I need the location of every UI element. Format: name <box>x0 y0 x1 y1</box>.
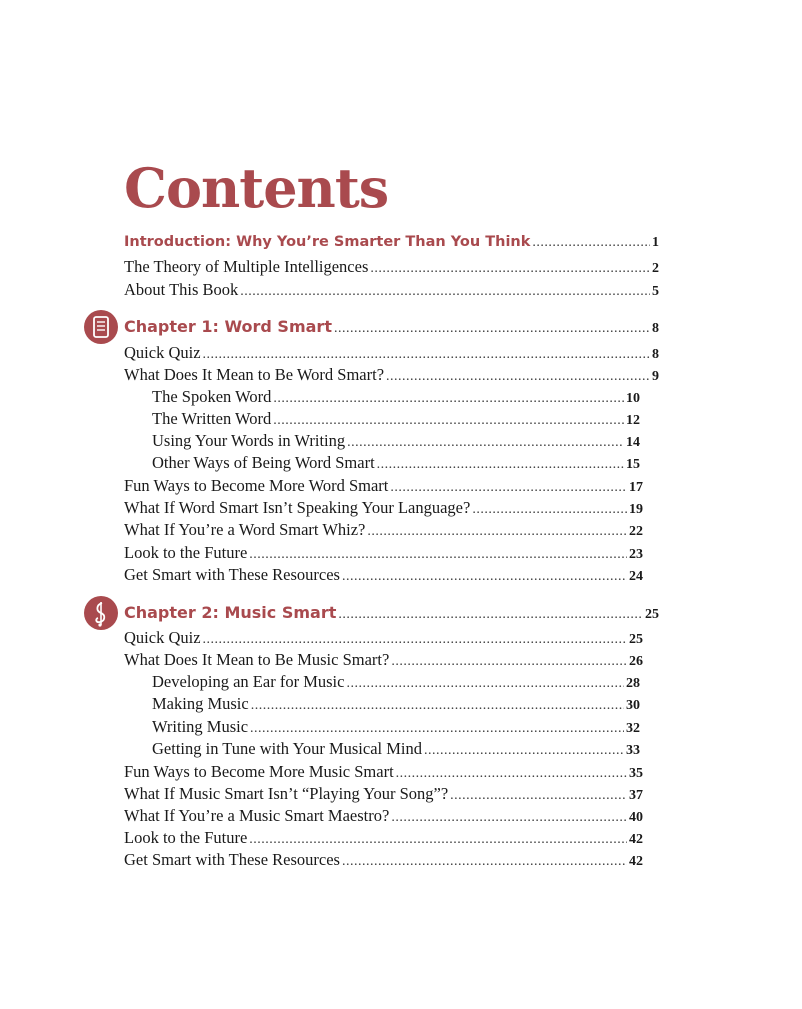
toc-entry[interactable] <box>124 343 659 363</box>
dot-leader <box>390 478 627 498</box>
toc-page-number: 23 <box>629 547 643 562</box>
toc-entry[interactable] <box>124 257 659 277</box>
toc-entry-title: Making Music <box>152 694 249 713</box>
toc-entry[interactable] <box>124 365 659 385</box>
dot-leader <box>386 367 650 387</box>
toc-entry-title: The Spoken Word <box>152 387 272 406</box>
toc-entry-title: About This Book <box>124 280 239 299</box>
toc-entry-title: What Does It Mean to Be Word Smart? <box>124 365 385 384</box>
toc-page-number: 28 <box>626 676 640 691</box>
toc-subentry[interactable] <box>152 453 640 473</box>
dot-leader <box>396 764 627 784</box>
dot-leader <box>342 567 627 587</box>
toc-page-number: 17 <box>629 480 643 495</box>
toc-page-number: 30 <box>626 698 640 713</box>
toc-entry-title: What Does It Mean to Be Music Smart? <box>124 650 390 669</box>
toc-page-number: 40 <box>629 810 643 825</box>
toc-page-number: 15 <box>626 457 640 472</box>
toc-entry-title: Get Smart with These Resources <box>124 565 340 584</box>
toc-entry[interactable] <box>124 806 643 826</box>
toc-page-number: 19 <box>629 502 643 517</box>
dot-leader <box>391 652 627 672</box>
toc-entry-title: What If You’re a Music Smart Maestro? <box>124 806 390 825</box>
toc-entry[interactable] <box>124 498 643 518</box>
toc-page-number: 26 <box>629 654 643 669</box>
toc-heading-chapter-2[interactable] <box>124 603 659 623</box>
toc-heading-title: Introduction: Why You’re Smarter Than You Think <box>124 234 531 250</box>
toc-subentry[interactable] <box>152 717 640 737</box>
toc-heading-title: Chapter 1: Word Smart <box>124 317 332 336</box>
dot-leader <box>377 455 624 475</box>
dot-leader <box>249 830 627 850</box>
toc-heading-title: Chapter 2: Music Smart <box>124 603 337 622</box>
toc-entry[interactable] <box>124 762 643 782</box>
toc-entry[interactable] <box>124 565 643 585</box>
toc-page-number: 42 <box>629 832 643 847</box>
toc-entry[interactable] <box>124 650 643 670</box>
toc-entry[interactable] <box>124 850 643 870</box>
toc-page-number: 35 <box>629 766 643 781</box>
toc-entry-title: Fun Ways to Become More Music Smart <box>124 762 394 781</box>
toc-entry-title: Other Ways of Being Word Smart <box>152 453 375 472</box>
dot-leader <box>240 282 650 302</box>
toc-entry[interactable] <box>124 828 643 848</box>
toc-page-number: 32 <box>626 721 640 736</box>
toc-page-number: 9 <box>652 369 659 384</box>
toc-subentry[interactable] <box>152 387 640 407</box>
toc-entry-title: Quick Quiz <box>124 343 201 362</box>
toc-page-number: 8 <box>652 347 659 362</box>
toc-page-number: 33 <box>626 743 640 758</box>
toc-entry[interactable] <box>124 784 643 804</box>
toc-page-number: 24 <box>629 569 643 584</box>
dot-leader <box>334 319 650 339</box>
toc-page-number: 25 <box>629 632 643 647</box>
toc-entry[interactable] <box>124 520 643 540</box>
book-icon <box>84 310 118 344</box>
toc-entry-title: The Written Word <box>152 409 272 428</box>
toc-page-number: 5 <box>652 284 659 299</box>
dot-leader <box>472 500 627 520</box>
dot-leader <box>391 808 627 828</box>
toc-entry-title: Quick Quiz <box>124 628 201 647</box>
dot-leader <box>250 719 624 739</box>
dot-leader <box>450 786 627 806</box>
toc-entry-title: Writing Music <box>152 717 249 736</box>
dot-leader <box>273 389 624 409</box>
toc-page-number: 14 <box>626 435 640 450</box>
dot-leader <box>273 411 624 431</box>
toc-subentry[interactable] <box>152 694 640 714</box>
toc-heading-introduction[interactable] <box>124 232 659 252</box>
dot-leader <box>203 630 627 650</box>
toc-page-number: 2 <box>652 261 659 276</box>
dot-leader <box>367 522 627 542</box>
toc-subentry[interactable] <box>152 672 640 692</box>
toc-page-number: 10 <box>626 391 640 406</box>
toc-heading-chapter-1[interactable] <box>124 317 659 337</box>
toc-entry[interactable] <box>124 476 643 496</box>
toc-subentry[interactable] <box>152 739 640 759</box>
toc-entry-title: The Theory of Multiple Intelligences <box>124 257 369 276</box>
dot-leader <box>342 852 627 872</box>
toc-entry-title: Getting in Tune with Your Musical Mind <box>152 739 422 758</box>
music-note-icon <box>84 596 118 630</box>
toc-entry-title: What If Word Smart Isn’t Speaking Your Language? <box>124 498 471 517</box>
toc-entry-title: Get Smart with These Resources <box>124 850 340 869</box>
dot-leader <box>203 345 650 365</box>
dot-leader <box>532 233 650 253</box>
toc-page-number: 8 <box>652 321 659 336</box>
dot-leader <box>249 545 627 565</box>
toc-entry[interactable] <box>124 543 643 563</box>
toc-page-number: 37 <box>629 788 643 803</box>
toc-entry-title: Look to the Future <box>124 828 248 847</box>
page-title: Contents <box>124 156 389 220</box>
dot-leader <box>347 433 624 453</box>
toc-page-number: 12 <box>626 413 640 428</box>
toc-page-number: 22 <box>629 524 643 539</box>
toc-subentry[interactable] <box>152 431 640 451</box>
toc-entry-title: Developing an Ear for Music <box>152 672 345 691</box>
toc-page-number: 1 <box>652 235 659 250</box>
toc-entry-title: Using Your Words in Writing <box>152 431 346 450</box>
dot-leader <box>370 259 650 279</box>
dot-leader <box>338 605 643 625</box>
dot-leader <box>346 674 624 694</box>
toc-page-number: 25 <box>645 607 659 622</box>
toc-entry-title: Fun Ways to Become More Word Smart <box>124 476 389 495</box>
dot-leader <box>251 696 624 716</box>
toc-entry[interactable] <box>124 280 659 300</box>
toc-subentry[interactable] <box>152 409 640 429</box>
dot-leader <box>424 741 624 761</box>
toc-page-number: 42 <box>629 854 643 869</box>
toc-entry-title: What If Music Smart Isn’t “Playing Your Song”? <box>124 784 449 803</box>
toc-entry[interactable] <box>124 628 643 648</box>
toc-entry-title: What If You’re a Word Smart Whiz? <box>124 520 366 539</box>
toc-entry-title: Look to the Future <box>124 543 248 562</box>
